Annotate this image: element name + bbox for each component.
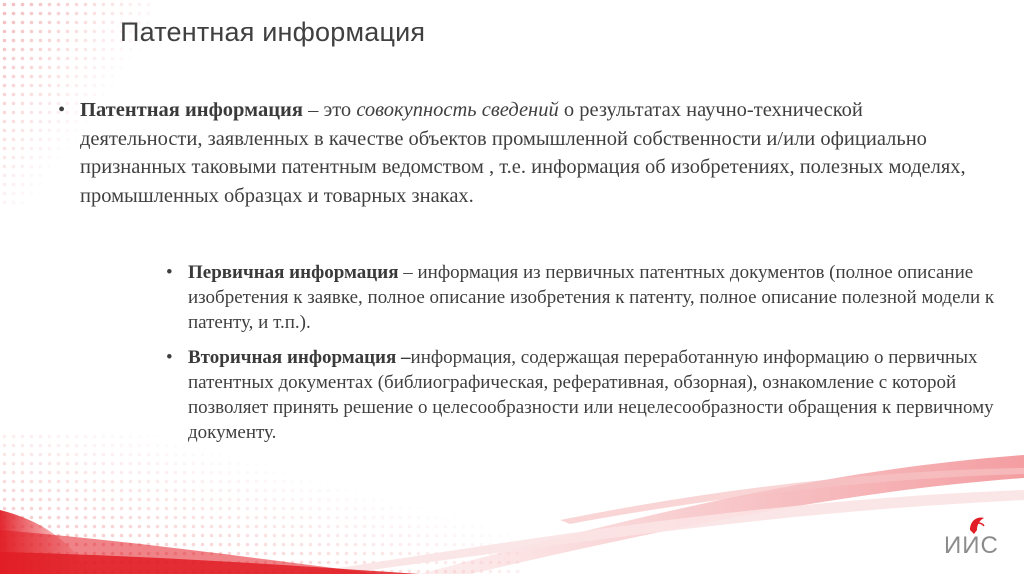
main-bullet-paragraph xyxy=(58,96,988,210)
bullet-marker: • xyxy=(166,347,173,368)
main-emphasis: совокупность сведений xyxy=(356,99,559,121)
main-dash: – это xyxy=(302,99,357,121)
sub-bullet-secondary xyxy=(166,345,1011,445)
sub-bullet-list xyxy=(166,260,1011,445)
bullet-marker: • xyxy=(166,262,173,283)
primary-rest: – информация из первичных патентных документов (полное описание изобретения к заявке, полное описание изобретения к патенту, полное описание полезной модели к патенту, и т.п.). xyxy=(188,262,995,333)
bullet-marker: • xyxy=(58,99,66,121)
secondary-term: Вторичная информация – xyxy=(188,347,411,368)
logo-text: ИИС xyxy=(944,532,999,559)
main-rest: о результатах научно-технической деятельности, заявленных в качестве объектов промышленной собственности и/или официально признанных таковыми патентным ведомством , т.е. информация об изобретениях, полезных моделях, промышленных образцах и товарных знаках. xyxy=(80,99,966,207)
secondary-rest: информация, содержащая переработанную информацию о первичных патентных документах (библиографическая, реферативная, обзорная), ознакомление с которой позволяет принять решение о целесообразности или нецелесообразности обращения к первичному документу. xyxy=(188,347,994,443)
slide-title: Патентная информация xyxy=(120,17,426,47)
iis-logo xyxy=(944,514,1016,562)
sub-bullet-primary xyxy=(166,260,1011,335)
main-bullet-text xyxy=(80,96,988,210)
main-term: Патентная информация xyxy=(80,99,303,121)
primary-term: Первичная информация xyxy=(188,262,399,283)
